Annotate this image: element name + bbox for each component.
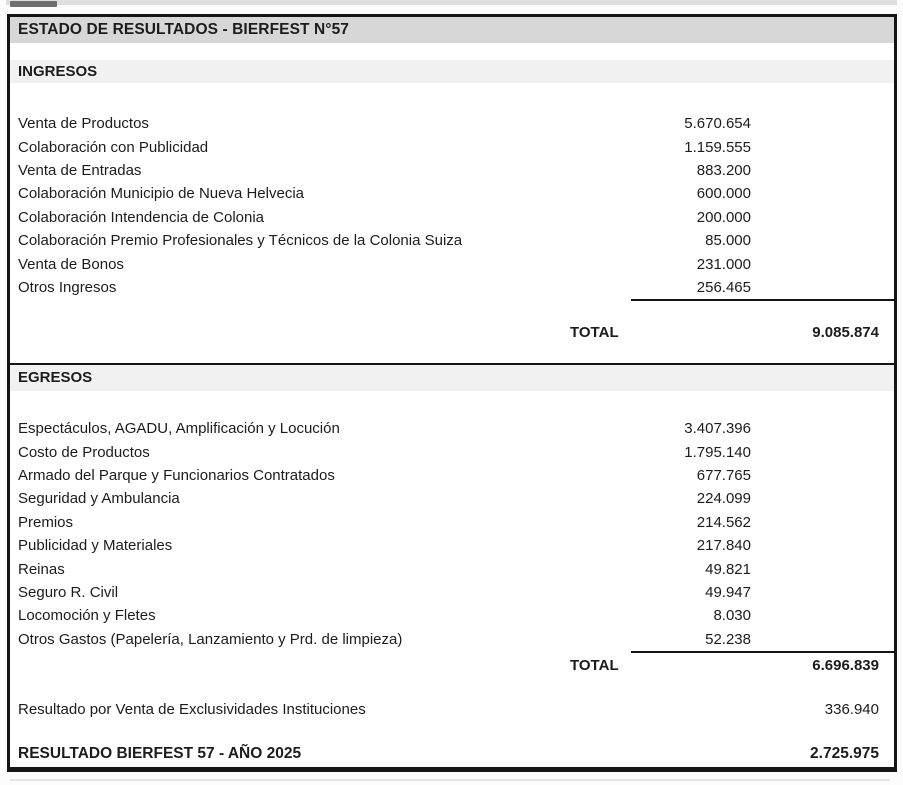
resultado-final-label: RESULTADO BIERFEST 57 - AÑO 2025	[18, 745, 302, 763]
item-label: Resultado por Venta de Exclusividades Instituciones	[18, 700, 366, 718]
table-row	[10, 441, 894, 464]
ingresos-total-row	[10, 320, 894, 344]
item-value: 3.407.396	[684, 420, 751, 438]
item-value: 8.030	[713, 607, 751, 625]
item-label: Otros Ingresos	[18, 278, 117, 296]
scan-edge-artifact	[6, 0, 897, 5]
scan-edge-dash	[10, 1, 57, 7]
item-label: Seguro R. Civil	[18, 584, 119, 602]
total-label: TOTAL	[570, 656, 619, 674]
statement-title: ESTADO DE RESULTADOS - BIERFEST N°57	[10, 17, 894, 43]
item-label: Locomoción y Fletes	[18, 607, 156, 625]
egresos-total-value: 6.696.839	[812, 656, 879, 674]
item-label: Seguridad y Ambulancia	[18, 490, 180, 508]
item-value: 49.821	[705, 560, 751, 578]
table-row	[10, 206, 894, 229]
item-label: Publicidad y Materiales	[18, 537, 173, 555]
table-row	[10, 182, 894, 205]
table-row	[10, 229, 894, 252]
spacer	[10, 301, 894, 320]
scan-shadow-artifact	[10, 779, 890, 781]
item-value: 214.562	[696, 513, 751, 531]
item-value: 883.200	[696, 161, 751, 179]
table-row	[10, 276, 894, 299]
table-row	[10, 534, 894, 557]
item-value: 5.670.654	[684, 115, 751, 133]
item-label: Otros Gastos (Papelería, Lanzamiento y Prd. de limpieza)	[18, 630, 403, 648]
table-row	[10, 464, 894, 487]
income-statement-table	[7, 14, 897, 772]
item-value: 231.000	[696, 255, 751, 273]
spacer	[10, 677, 894, 697]
item-value: 49.947	[705, 584, 751, 602]
exclusividades-value: 336.940	[824, 700, 879, 718]
item-label: Premios	[18, 513, 74, 531]
table-row	[10, 417, 894, 440]
table-row	[10, 135, 894, 158]
item-label: Colaboración Intendencia de Colonia	[18, 208, 265, 226]
item-label: Venta de Bonos	[18, 255, 124, 273]
item-value: 1.159.555	[684, 138, 751, 156]
table-row	[10, 159, 894, 182]
item-label: Reinas	[18, 560, 65, 578]
spacer	[10, 43, 894, 60]
spacer	[10, 344, 894, 363]
item-label: Costo de Productos	[18, 443, 150, 461]
item-label: Colaboración Premio Profesionales y Técnicos de la Colonia Suiza	[18, 232, 463, 250]
item-value: 224.099	[696, 490, 751, 508]
item-label: Colaboración con Publicidad	[18, 138, 209, 156]
spacer	[10, 391, 894, 417]
item-value: 217.840	[696, 537, 751, 555]
resultado-final-value: 2.725.975	[810, 745, 879, 763]
table-row	[10, 487, 894, 510]
item-label: Venta de Entradas	[18, 161, 142, 179]
resultado-final-row	[10, 741, 894, 767]
table-row	[10, 112, 894, 135]
item-label: Armado del Parque y Funcionarios Contratados	[18, 467, 335, 485]
item-label: Venta de Productos	[18, 115, 149, 133]
section-header-ingresos: INGRESOS	[10, 60, 894, 83]
spacer	[10, 83, 894, 112]
table-row	[10, 628, 894, 651]
ingresos-total-value: 9.085.874	[812, 323, 879, 341]
table-row	[10, 252, 894, 275]
item-value: 256.465	[696, 278, 751, 296]
item-label: Espectáculos, AGADU, Amplificación y Locución	[18, 420, 340, 438]
exclusividades-row	[10, 697, 894, 721]
total-label: TOTAL	[570, 323, 619, 341]
table-row	[10, 604, 894, 627]
item-value: 1.795.140	[684, 443, 751, 461]
section-header-egresos: EGRESOS	[10, 365, 894, 391]
table-row	[10, 511, 894, 534]
item-value: 677.765	[696, 467, 751, 485]
egresos-total-row	[10, 653, 894, 677]
item-value: 200.000	[696, 208, 751, 226]
item-value: 600.000	[696, 185, 751, 203]
table-row	[10, 581, 894, 604]
item-value: 85.000	[705, 232, 751, 250]
item-value: 52.238	[705, 630, 751, 648]
table-row	[10, 557, 894, 580]
spacer	[10, 721, 894, 741]
item-label: Colaboración Municipio de Nueva Helvecia	[18, 185, 304, 203]
